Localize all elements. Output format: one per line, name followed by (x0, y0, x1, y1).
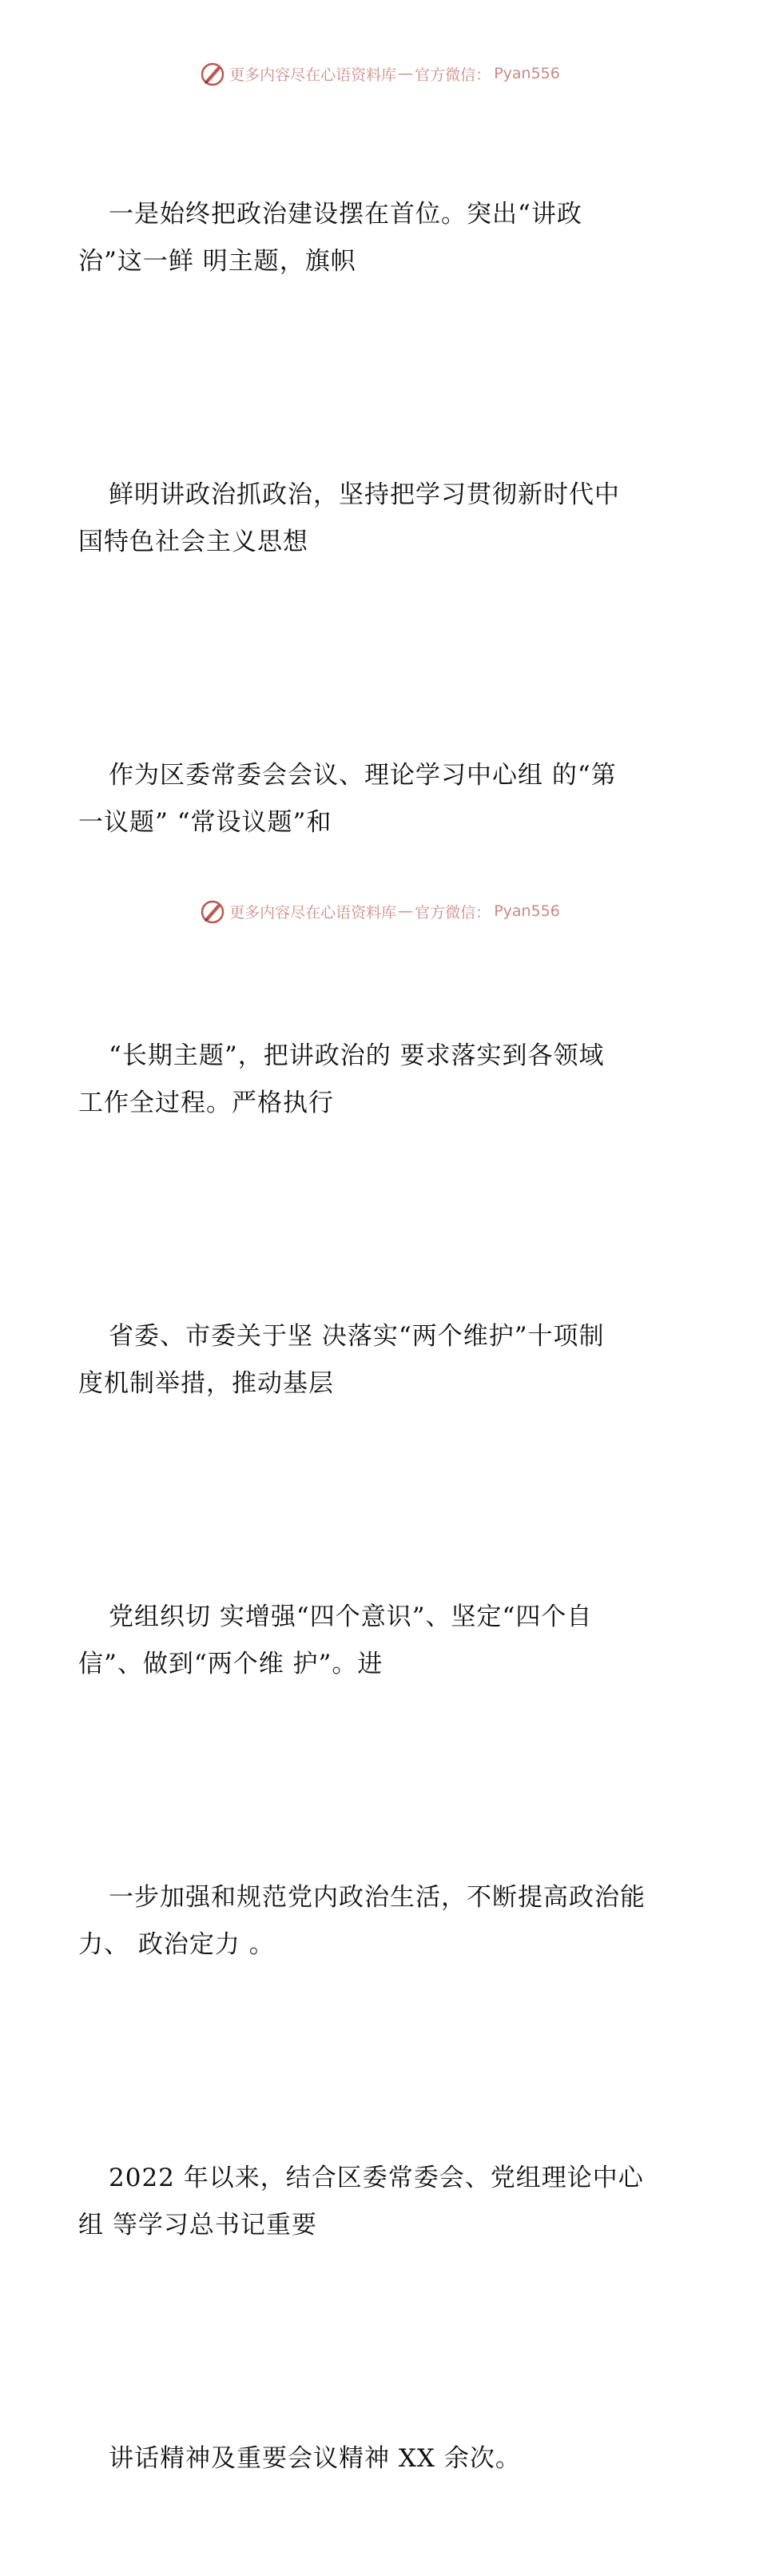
paragraph (78, 378, 685, 659)
text-line: 治”这一鲜 明主题，旗帜 (78, 246, 356, 276)
text-line: “长期主题”，把讲政治的 要求落实到各领域 (109, 1041, 605, 1070)
watermark-dash: — (398, 902, 414, 920)
paragraph (78, 98, 685, 378)
text-line: 鲜明讲政治抓政治，坚持把学习贯彻新时代中 (109, 480, 620, 509)
watermark-text: 更多内容尽在心语资料库 (229, 903, 397, 922)
text-line: 一议题” “常设议题”和 (78, 807, 332, 837)
text-line: 信”、做到“两个维 护”。进 (78, 1649, 383, 1678)
footer-watermark (0, 895, 759, 927)
paragraph (78, 2061, 685, 2342)
watermark-id: Pyan556 (494, 902, 560, 920)
paragraph (78, 939, 685, 1220)
text-line: 一步加强和规范党内政治生活，不断提高政治能 (109, 1883, 646, 1912)
pen-logo-icon (199, 60, 226, 87)
text-line: 2022 年以来，结合区委常委会、党组理论中心 (109, 2164, 644, 2192)
text-line: 省委、市委关于坚 决落实“两个维护”十项制 (109, 1322, 605, 1351)
text-line: 党组织切 实增强“四个意识”、坚定“四个自 (109, 1603, 593, 1631)
paragraph (78, 1781, 685, 2061)
watermark-dash: — (398, 65, 414, 82)
text-line: 讲话精神及重要会议精神 XX 余次。 (109, 2444, 521, 2473)
text-line: 度机制举措，推动基层 (78, 1368, 334, 1398)
text-line: 工作全过程。严格执行 (78, 1088, 334, 1117)
paragraph (78, 1500, 685, 1781)
watermark-text: 更多内容尽在心语资料库 (229, 66, 397, 84)
watermark-suffix: 官方微信： (415, 903, 491, 922)
header-watermark (0, 58, 759, 90)
text-line: 国特色社会主义思想 (78, 527, 308, 556)
text-line: 力、 政治定力 。 (78, 1929, 275, 1959)
watermark-id: Pyan556 (494, 65, 560, 82)
text-line: 组 等学习总书记重要 (78, 2210, 317, 2240)
watermark-suffix: 官方微信： (415, 66, 491, 84)
paragraph (78, 2342, 685, 2576)
pen-logo-icon (199, 898, 226, 925)
document-body (78, 98, 685, 2576)
text-line: 作为区委常委会会议、理论学习中心组 的“第 (109, 761, 617, 790)
text-line: 一是始终把政治建设摆在首位。突出“讲政 (109, 200, 582, 229)
paragraph (78, 1220, 685, 1500)
